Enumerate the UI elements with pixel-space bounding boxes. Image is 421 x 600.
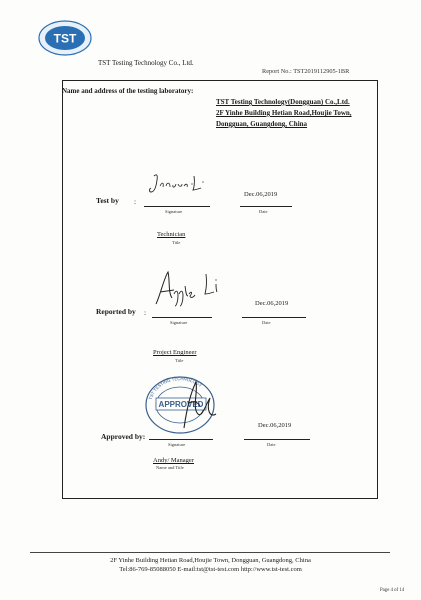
- footer-contact: Tel:86-769-85088050 E-mail:tst@tst-test.com http://www.tst-test.com: [119, 566, 302, 573]
- approved-by-label: Approved by:: [101, 432, 146, 441]
- approved-signature-line: [149, 439, 213, 440]
- reported-signature: [152, 268, 222, 308]
- test-by-colon: :: [134, 197, 137, 206]
- lab-label: Name and address of the testing laboratory:: [62, 87, 194, 95]
- test-date-caption: Date: [259, 209, 268, 214]
- test-title-caption: Title: [172, 240, 181, 245]
- company-name: TST Testing Technology Co., Ltd.: [98, 59, 194, 67]
- stamp-ring-text: TST TESTING TECHNOLOGY: [147, 376, 203, 401]
- reported-signature-line: [152, 317, 212, 318]
- approved-name-title: Andy/ Manager: [153, 457, 194, 464]
- tst-logo: [38, 20, 92, 56]
- reported-by-colon: :: [144, 308, 147, 317]
- test-signature-line: [144, 206, 210, 207]
- test-title: Technician: [157, 231, 186, 238]
- reported-signature-caption: Signature: [170, 320, 188, 325]
- reported-date: Dec.06,2019: [255, 300, 289, 307]
- reported-title-caption: Title: [175, 358, 184, 363]
- approved-signature-caption: Signature: [168, 442, 186, 447]
- test-signature-caption: Signature: [165, 209, 183, 214]
- lab-address: [216, 97, 352, 130]
- report-number: Report No.: TST2019112905-1BR: [262, 68, 350, 75]
- reported-date-caption: Date: [262, 320, 271, 325]
- test-date-line: [240, 206, 292, 207]
- approved-date-caption: Date: [267, 442, 276, 447]
- test-by-label: Test by: [96, 196, 119, 205]
- footer-address: 2F Yinhe Building Hetian Road,Houjie Town, Dongguan, Guangdong, China: [110, 557, 311, 564]
- test-date: Dec.06,2019: [244, 191, 278, 198]
- stamp-text: APPROVED: [158, 400, 204, 409]
- approved-stamp: [140, 374, 222, 436]
- footer-rule: [30, 552, 390, 553]
- logo-text: TST: [53, 31, 77, 46]
- test-signature: [146, 170, 206, 200]
- reported-by-label: Reported by: [96, 307, 136, 316]
- lab-address-line1: TST Testing Technology(Dongguan) Co.,Ltd.: [216, 98, 350, 106]
- lab-address-line2: 2F Yinhe Building Hetian Road,Houjie Town,: [216, 109, 352, 117]
- approved-name-title-caption: Name and Title: [156, 465, 184, 470]
- reported-date-line: [242, 317, 306, 318]
- page-number: Page 4 of 14: [380, 588, 405, 593]
- approved-date-line: [244, 439, 310, 440]
- approved-date: Dec.06,2019: [258, 422, 292, 429]
- lab-address-line3: Dongguan, Guangdong, China: [216, 120, 308, 128]
- reported-title: Project Engineer: [153, 349, 197, 356]
